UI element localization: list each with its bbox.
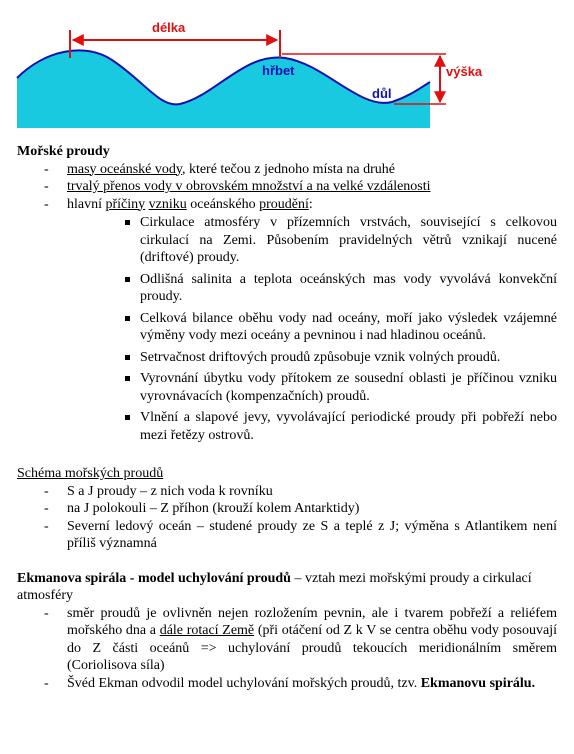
ekman-heading: Ekmanova spirála - model uchylování proudů – vztah mezi mořskými proudy a cirkulací atmosféry bbox=[17, 570, 532, 603]
crest-label: hřbet bbox=[262, 63, 295, 78]
ekman-item-1: - směr proudů je ovlivněn nejen rozložením pevnin, ale i tvarem pobřeží a reliéfem mořského dna a dále rotací Země (při otáčení od Z k V se centra oběhu vody posouvají do Z části oceánů => uchylování proudů tekoucích meridionálním směrem (Coriolisova síla) bbox=[17, 605, 557, 675]
currents-item-1: - masy oceánské vody, které tečou z jednoho místa na druhé bbox=[17, 161, 557, 179]
cause-item: Celková bilance oběhu vody nad oceány, moří jako výsledek vzájemné výměny vody mezi oceány a pevninou i nad hladinou oceánů. bbox=[67, 310, 557, 345]
scheme-list bbox=[17, 483, 557, 553]
currents-list bbox=[17, 161, 557, 445]
scheme-item: - na J polokouli – Z příhon (krouží kolem Antarktidy) bbox=[17, 500, 557, 518]
scheme-item: - Severní ledový oceán – studené proudy ze S a teplé z J; výměna s Atlantikem není příliš významná bbox=[17, 518, 557, 553]
ekman-list bbox=[17, 605, 557, 693]
currents-heading: Mořské proudy bbox=[17, 144, 110, 159]
scheme-item: - S a J proudy – z nich voda k rovníku bbox=[17, 483, 557, 501]
height-label: výška bbox=[446, 64, 483, 79]
trough-label: důl bbox=[372, 86, 392, 101]
cause-item: Setrvačnost driftových proudů způsobuje vznik volných proudů. bbox=[67, 349, 557, 367]
causes-list bbox=[67, 214, 557, 444]
water-body bbox=[17, 50, 430, 128]
currents-item-3: - hlavní příčiny vzniku oceánského proudění: Cirkulace atmosféry v přízemních vrstvách, související s celkovou cirkulací na Zemi. Působením pravidelných větrů vznikají nucené (driftové) proudy. Odlišná salinita a teplota oceánských mas vody vyvolává konvekční proudy. Celková bilance oběhu vody nad oceány, moří jako výsledek vzájemné výměny vody mezi oceány a pevninou i nad hladinou oceánů. Setrvačnost driftových proudů způsobuje vznik volných proudů. Vyrovnání úbytku vody přítokem ze sousední oblasti je příčinou vzniku vyrovnávacích (kompenzačních) proudů. Vlnění a slapové jevy, vyvolávající periodické proudy při pobřeží nebo mezi řetězy ostrovů. bbox=[17, 196, 557, 445]
ekman-item-2: - Švéd Ekman odvodil model uchylování mořských proudů, tzv. Ekmanovu spirálu. bbox=[17, 675, 557, 693]
cause-item: Vyrovnání úbytku vody přítokem ze sousední oblasti je příčinou vzniku vyrovnávacích (kompenzačních) proudů. bbox=[67, 370, 557, 405]
document-body bbox=[17, 143, 557, 692]
cause-item: Cirkulace atmosféry v přízemních vrstvách, související s celkovou cirkulací na Zemi. Působením pravidelných větrů vznikají nucené (driftové) proudy. bbox=[67, 214, 557, 267]
cause-item: Odlišná salinita a teplota oceánských mas vody vyvolává konvekční proudy. bbox=[67, 271, 557, 306]
length-label: délka bbox=[152, 20, 186, 35]
scheme-heading: Schéma mořských proudů bbox=[17, 466, 164, 481]
cause-item: Vlnění a slapové jevy, vyvolávající periodické proudy při pobřeží nebo mezi řetězy ostrovů. bbox=[67, 409, 557, 444]
wave-diagram bbox=[0, 0, 574, 140]
currents-item-2: - trvalý přenos vody v obrovském množství a na velké vzdálenosti bbox=[17, 178, 557, 196]
